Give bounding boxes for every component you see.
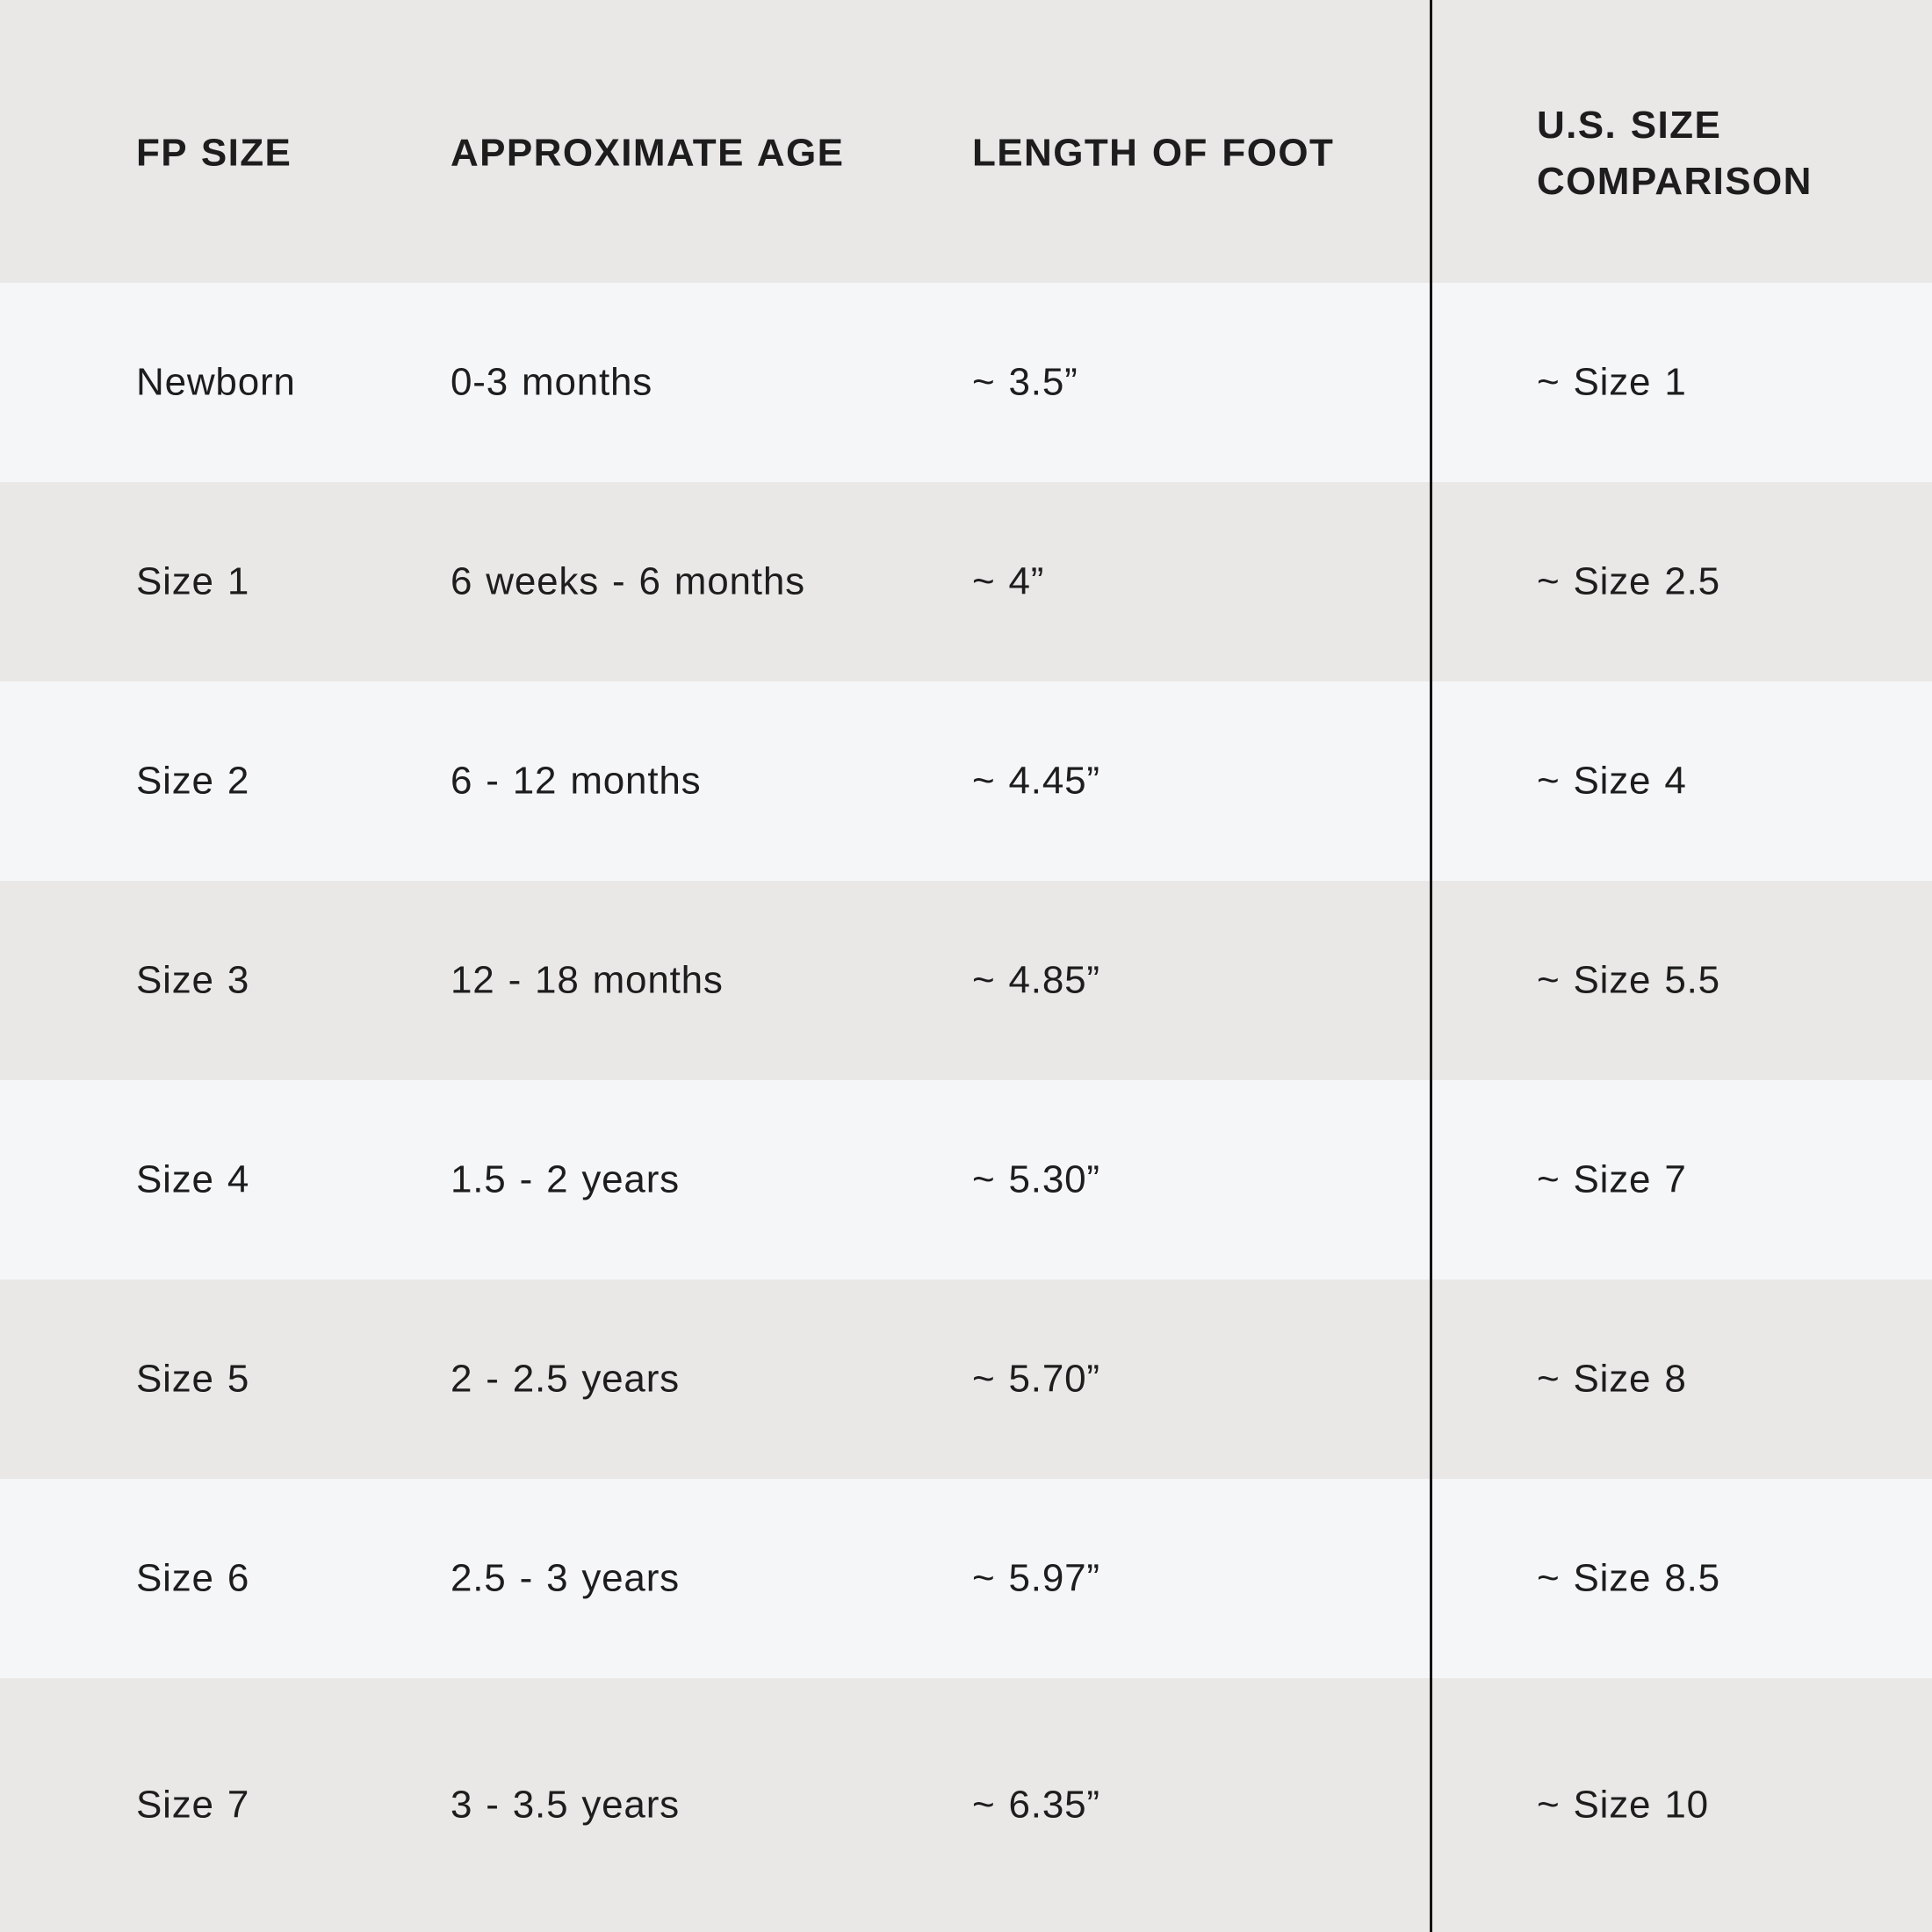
table-row-size-6 — [0, 1479, 1932, 1678]
cell-us-size: ~ Size 4 — [1537, 759, 1687, 803]
table-row-size-7 — [0, 1678, 1932, 1932]
cell-us-size: ~ Size 1 — [1537, 360, 1687, 404]
table-row-newborn — [0, 283, 1932, 482]
cell-fp-size: Size 5 — [136, 1357, 250, 1401]
table-row-size-5 — [0, 1280, 1932, 1479]
column-header-us-size-comparison: U.S. SIZE COMPARISON — [1537, 104, 1813, 204]
cell-length-of-foot: ~ 5.70” — [972, 1357, 1100, 1401]
cell-approximate-age: 2 - 2.5 years — [451, 1357, 680, 1401]
table-row-size-4 — [0, 1080, 1932, 1280]
column-divider-line — [1430, 0, 1432, 1932]
cell-us-size: ~ Size 7 — [1537, 1157, 1687, 1201]
cell-length-of-foot: ~ 4.45” — [972, 759, 1100, 803]
cell-us-size: ~ Size 10 — [1537, 1783, 1709, 1827]
cell-approximate-age: 1.5 - 2 years — [451, 1157, 680, 1201]
table-row-size-1 — [0, 482, 1932, 681]
cell-us-size: ~ Size 2.5 — [1537, 559, 1720, 603]
cell-us-size: ~ Size 8 — [1537, 1357, 1687, 1401]
column-header-length-of-foot: LENGTH OF FOOT — [972, 132, 1335, 176]
cell-approximate-age: 2.5 - 3 years — [451, 1556, 680, 1600]
cell-fp-size: Size 6 — [136, 1556, 250, 1600]
cell-approximate-age: 6 - 12 months — [451, 759, 702, 803]
cell-fp-size: Size 4 — [136, 1157, 250, 1201]
table-row-size-3 — [0, 881, 1932, 1080]
cell-approximate-age: 3 - 3.5 years — [451, 1783, 680, 1827]
cell-fp-size: Size 7 — [136, 1783, 250, 1827]
header-row — [0, 0, 1932, 283]
cell-us-size: ~ Size 5.5 — [1537, 958, 1720, 1002]
cell-approximate-age: 12 - 18 months — [451, 958, 724, 1002]
cell-length-of-foot: ~ 3.5” — [972, 360, 1078, 404]
cell-fp-size: Size 3 — [136, 958, 250, 1002]
cell-length-of-foot: ~ 5.30” — [972, 1157, 1100, 1201]
cell-approximate-age: 6 weeks - 6 months — [451, 559, 805, 603]
cell-fp-size: Size 2 — [136, 759, 250, 803]
cell-length-of-foot: ~ 4.85” — [972, 958, 1100, 1002]
cell-length-of-foot: ~ 6.35” — [972, 1783, 1100, 1827]
cell-us-size: ~ Size 8.5 — [1537, 1556, 1720, 1600]
cell-approximate-age: 0-3 months — [451, 360, 653, 404]
cell-fp-size: Newborn — [136, 360, 296, 404]
cell-fp-size: Size 1 — [136, 559, 250, 603]
cell-length-of-foot: ~ 5.97” — [972, 1556, 1100, 1600]
table-row-size-2 — [0, 681, 1932, 881]
column-header-fp-size: FP SIZE — [136, 132, 292, 176]
cell-length-of-foot: ~ 4” — [972, 559, 1045, 603]
column-header-approximate-age: APPROXIMATE AGE — [451, 132, 845, 176]
